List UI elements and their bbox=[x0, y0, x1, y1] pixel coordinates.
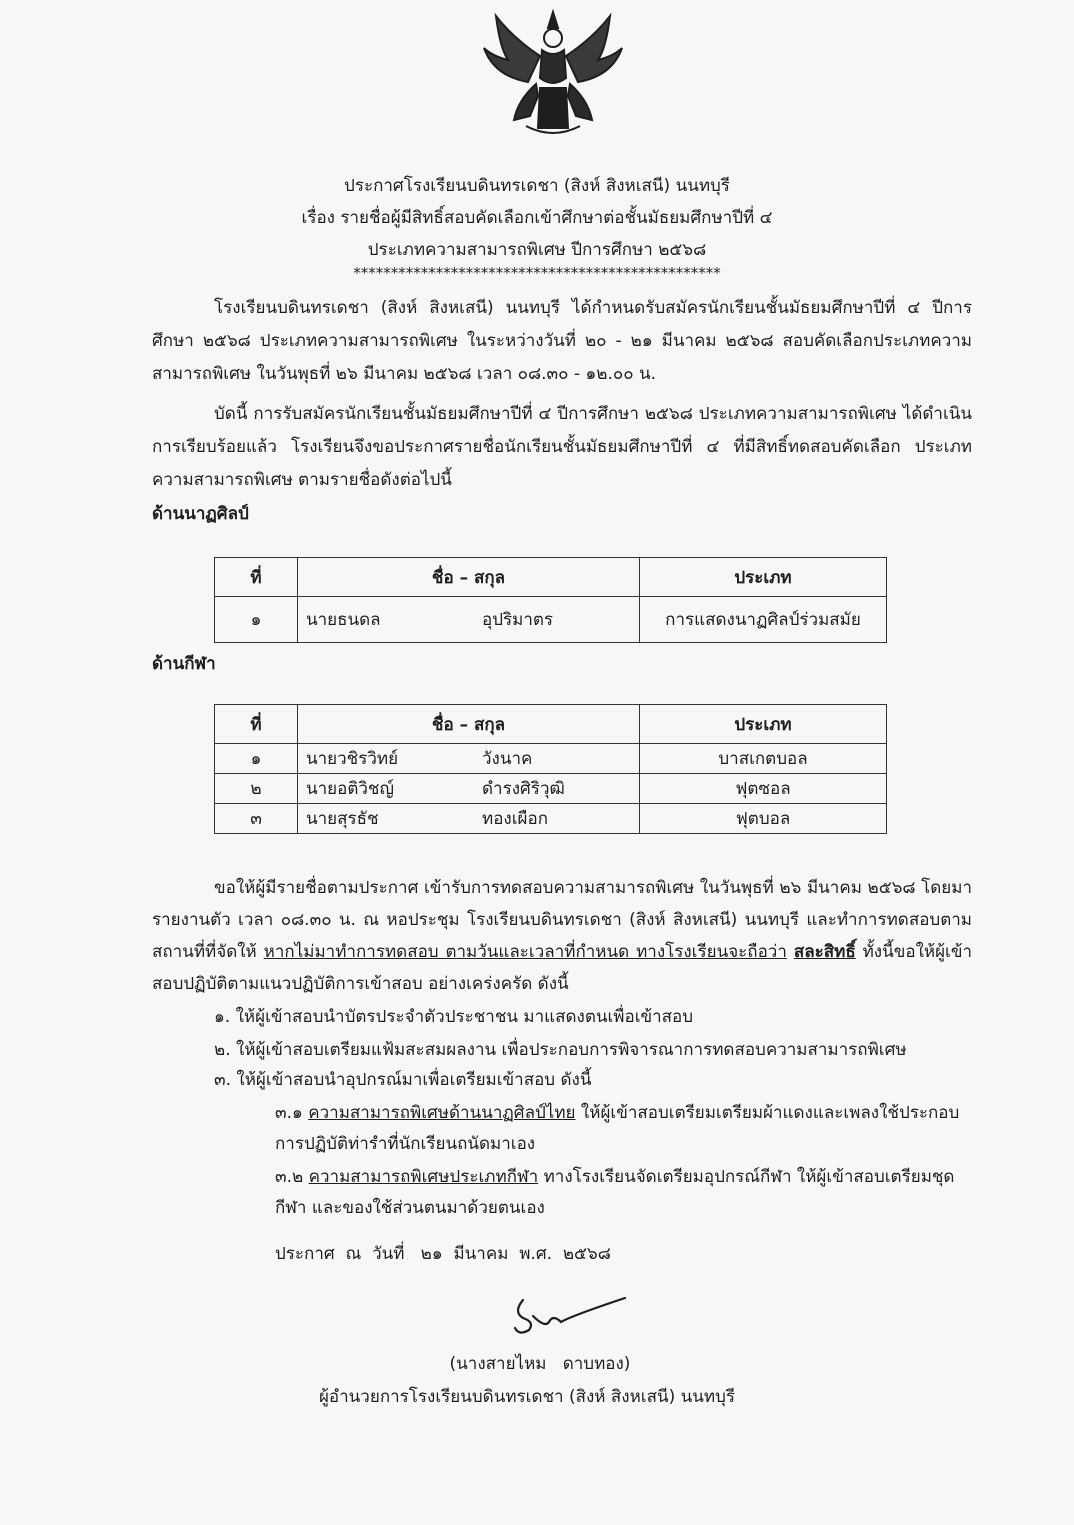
section-heading-dance: ด้านนาฏศิลป์ bbox=[152, 504, 249, 524]
cell-no: ๒ bbox=[215, 774, 298, 804]
cell-type: ฟุตบอล bbox=[640, 804, 887, 834]
intro-paragraph-2: บัดนี้ การรับสมัครนักเรียนชั้นมัธยมศึกษาปีที่ ๔ ปีการศึกษา ๒๕๖๘ ประเภทความสามารถพิเศษ ได้ดำเนินการเรียบร้อยแล้ว โรงเรียนจึงขอประกาศรายชื่อนักเรียนชั้นมัธยมศึกษาปีที่ ๔ ที่มีสิทธิ์ทดสอบคัดเลือก ประเภทความสามารถพิเศษ ตามรายชื่อดังต่อไปนี้ bbox=[152, 404, 972, 490]
instruction-warning: หากไม่มาทำการทดสอบ ตามวันและเวลาที่กำหนด ทางโรงเรียนจะถือว่า bbox=[263, 942, 787, 962]
sub-title: ความสามารถพิเศษด้านนาฏศิลป์ไทย bbox=[308, 1103, 576, 1123]
star-divider: ************************************************* bbox=[353, 264, 721, 282]
last-name: ทองเผือก bbox=[482, 809, 548, 829]
rule-item-3-2 bbox=[275, 1162, 965, 1224]
sport-table bbox=[214, 704, 887, 834]
table-row bbox=[215, 597, 887, 643]
sub-title: ความสามารถพิเศษประเภทกีฬา bbox=[308, 1167, 539, 1187]
announcement-header-line1: ประกาศโรงเรียนบดินทรเดชา (สิงห์ สิงหเสนี) นนทบุรี bbox=[344, 176, 730, 196]
sub-text: ให้ผู้เข้าสอบเตรียมเตรียมผ้าแดงและเพลงใช้ประกอบการปฏิบัติท่ารำที่นักเรียนถนัดมาเอง bbox=[275, 1103, 960, 1154]
cell-name bbox=[298, 744, 640, 774]
announcement-category: ประเภทความสามารถพิเศษ ปีการศึกษา ๒๕๖๘ bbox=[367, 240, 707, 260]
first-name: นายวชิรวิทย์ bbox=[306, 749, 399, 769]
instruction-text: ขอให้ผู้มีรายชื่อตามประกาศ เข้ารับการทดสอบความสามารถพิเศษ ในวันพุธที่ ๒๖ มีนาคม ๒๕๖๘ โดยมารายงานตัว เวลา ๐๘.๓๐ น. ณ หอประชุม โรงเรียนบดินทรเดชา (สิงห์ สิงหเสนี) นนทบุรี และทำการทดสอบตามสถานที่ที่จัดให้ bbox=[152, 878, 972, 962]
table-row bbox=[215, 774, 887, 804]
header-no: ที่ bbox=[215, 558, 298, 597]
last-name: วังนาค bbox=[482, 749, 533, 769]
sub-number: ๓.๑ bbox=[275, 1103, 309, 1123]
header-no: ที่ bbox=[215, 705, 298, 744]
header-name: ชื่อ – สกุล bbox=[298, 705, 640, 744]
table-header-row bbox=[215, 705, 887, 744]
dance-table bbox=[214, 557, 887, 643]
header-name: ชื่อ – สกุล bbox=[298, 558, 640, 597]
header-type: ประเภท bbox=[640, 705, 887, 744]
cell-name bbox=[298, 597, 640, 643]
garuda-emblem bbox=[478, 8, 628, 143]
sub-text: ทางโรงเรียนจัดเตรียมอุปกรณ์กีฬา ให้ผู้เข้าสอบเตรียมชุดกีฬา และของใช้ส่วนตนมาด้วยตนเอง bbox=[275, 1167, 955, 1218]
first-name: นายอติวิชญ์ bbox=[306, 779, 394, 799]
signer-position: ผู้อำนวยการโรงเรียนบดินทรเดชา (สิงห์ สิงหเสนี) นนทบุรี bbox=[318, 1387, 736, 1407]
last-name: อุปริมาตร bbox=[482, 610, 554, 630]
cell-type: การแสดงนาฏศิลป์ร่วมสมัย bbox=[640, 597, 887, 643]
first-name: นายสุรธัช bbox=[306, 809, 379, 829]
rule-item-3: ๓. ให้ผู้เข้าสอบนำอุปกรณ์มาเพื่อเตรียมเข้าสอบ ดังนี้ bbox=[214, 1070, 592, 1090]
signer-name: (นางสายไหม ดาบทอง) bbox=[449, 1354, 631, 1374]
cell-no: ๑ bbox=[215, 597, 298, 643]
instruction-text-end: ทั้งนี้ขอให้ผู้เข้าสอบปฏิบัติตามแนวปฏิบัติการเข้าสอบ อย่างเคร่งครัด ดังนี้ bbox=[152, 942, 973, 994]
header-type: ประเภท bbox=[640, 558, 887, 597]
section-heading-sport: ด้านกีฬา bbox=[152, 654, 216, 674]
intro-paragraph-1: โรงเรียนบดินทรเดชา (สิงห์ สิงหเสนี) นนทบุรี ได้กำหนดรับสมัครนักเรียนชั้นมัธยมศึกษาปีที่ ๔ ปีการศึกษา ๒๕๖๘ ประเภทความสามารถพิเศษ ในระหว่างวันที่ ๒๐ - ๒๑ มีนาคม ๒๕๖๘ สอบคัดเลือกประเภทความสามารถพิเศษ ในวันพุธที่ ๒๖ มีนาคม ๒๕๖๘ เวลา ๐๘.๓๐ - ๑๒.๐๐ น. bbox=[152, 298, 972, 384]
table-row bbox=[215, 804, 887, 834]
rule-item-1: ๑. ให้ผู้เข้าสอบนำบัตรประจำตัวประชาชน มาแสดงตนเพื่อเข้าสอบ bbox=[214, 1007, 694, 1027]
announce-date: ประกาศ ณ วันที่ ๒๑ มีนาคม พ.ศ. ๒๕๖๘ bbox=[275, 1244, 611, 1264]
cell-type: บาสเกตบอล bbox=[640, 744, 887, 774]
instruction-paragraph bbox=[152, 872, 972, 1000]
announcement-subject: เรื่อง รายชื่อผู้มีสิทธิ์สอบคัดเลือกเข้าศึกษาต่อชั้นมัธยมศึกษาปีที่ ๔ bbox=[301, 208, 773, 228]
table-header-row bbox=[215, 558, 887, 597]
cell-name bbox=[298, 774, 640, 804]
rule-item-3-1 bbox=[275, 1098, 965, 1160]
cell-name bbox=[298, 804, 640, 834]
sub-number: ๓.๒ bbox=[275, 1167, 309, 1187]
cell-no: ๓ bbox=[215, 804, 298, 834]
first-name: นายธนดล bbox=[306, 610, 381, 630]
rule-item-2: ๒. ให้ผู้เข้าสอบเตรียมแฟ้มสะสมผลงาน เพื่อประกอบการพิจารณาการทดสอบความสามารถพิเศษ bbox=[214, 1040, 907, 1060]
cell-type: ฟุตซอล bbox=[640, 774, 887, 804]
table-row bbox=[215, 744, 887, 774]
last-name: ดำรงศิริวุฒิ bbox=[482, 779, 565, 799]
forfeit-text: สละสิทธิ์ bbox=[793, 942, 856, 962]
signature bbox=[505, 1292, 635, 1342]
cell-no: ๑ bbox=[215, 744, 298, 774]
